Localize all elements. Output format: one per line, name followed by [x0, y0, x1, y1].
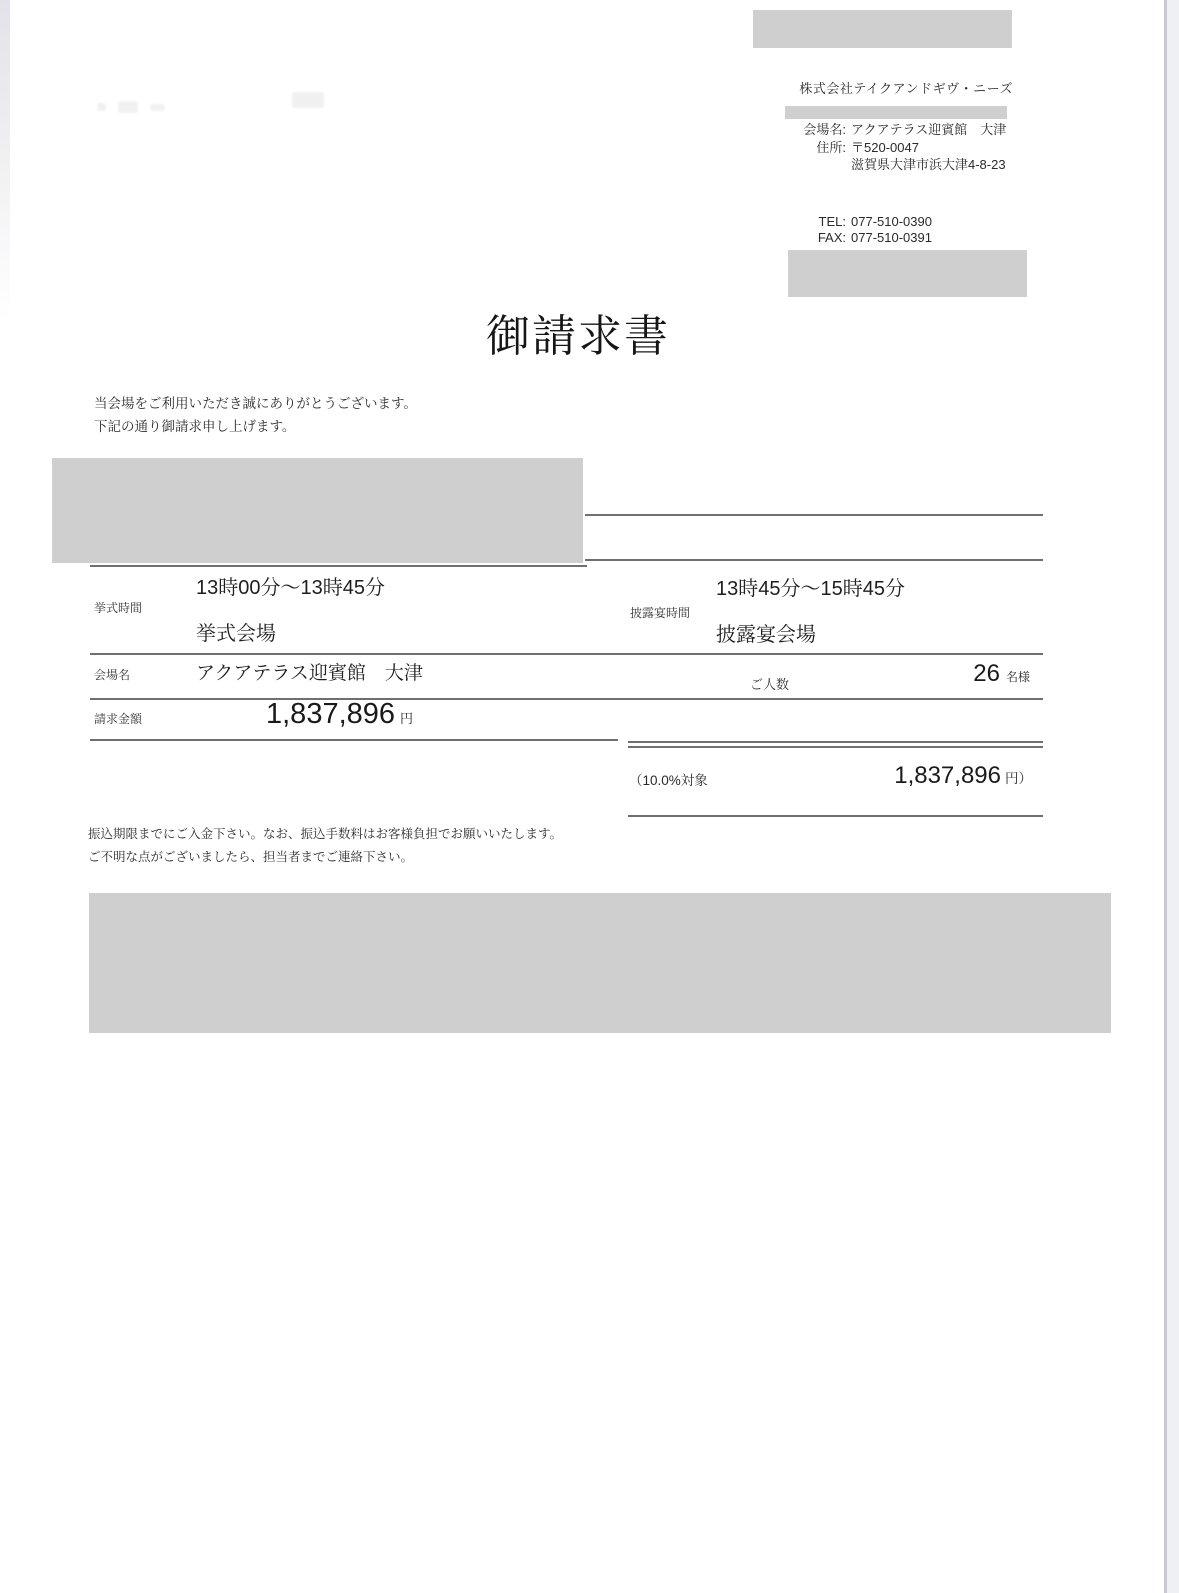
issuer-venue-label: 会場名:: [803, 122, 846, 137]
redaction-box-customer-info: [52, 458, 583, 563]
scan-smudge: [97, 103, 106, 111]
guest-count-label: ご人数: [750, 677, 790, 692]
tax-base-label: （10.0%対象: [629, 773, 708, 788]
tax-base-group: [800, 762, 1032, 790]
billed-amount-value: 1,837,896: [266, 698, 396, 730]
ceremony-time-value: 13時00分～13時45分: [196, 577, 385, 599]
table-rule: [90, 565, 587, 567]
redaction-box-issuer-extra: [788, 250, 1027, 297]
table-rule: [628, 746, 1043, 748]
table-rule: [90, 698, 1043, 700]
document-title: 御請求書: [486, 312, 670, 361]
scan-smudge: [292, 92, 324, 108]
issuer-phone-block: [763, 214, 1017, 246]
billed-amount-unit: 円: [400, 711, 414, 726]
issuer-fax-label: FAX:: [817, 230, 846, 245]
table-rule: [90, 739, 618, 741]
issuer-address: 滋賀県大津市浜大津4-8-23: [851, 157, 1006, 172]
table-rule: [90, 653, 1043, 655]
scan-smudge: [150, 104, 165, 111]
issuer-address-label: 住所:: [816, 139, 846, 155]
billed-amount-group: [266, 698, 413, 731]
venue-name-value: アクアテラス迎賓館 大津: [196, 663, 423, 684]
issuer-fax: 077-510-0391: [851, 230, 932, 245]
issuer-company-name: 株式会社テイクアンドギヴ・ニーズ: [799, 81, 1013, 96]
reception-venue-value: 披露宴会場: [716, 624, 816, 646]
redaction-box-top: [753, 10, 1012, 48]
redaction-box-contact-line: [785, 106, 1007, 119]
reception-time-label: 披露宴時間: [630, 606, 691, 620]
reception-time-value: 13時45分～15時45分: [716, 578, 905, 600]
ceremony-venue-value: 挙式会場: [196, 623, 276, 645]
payment-notes: [88, 823, 562, 868]
greeting-line-2: 下記の通り御請求申し上げます。: [94, 419, 296, 434]
guest-count-value: 26: [973, 660, 1000, 687]
issuer-venue-name: アクアテラス迎賓館 大津: [851, 122, 1007, 137]
issuer-tel-label: TEL:: [818, 214, 846, 229]
guest-count-group: [900, 660, 1030, 688]
issuer-postal-code: 〒520-0047: [851, 139, 919, 155]
venue-name-label: 会場名: [94, 668, 131, 682]
table-rule: [585, 559, 1043, 561]
greeting-text: [94, 392, 417, 438]
table-rule: [585, 514, 1043, 516]
table-rule: [628, 815, 1043, 817]
scan-smudge: [118, 101, 138, 113]
scan-edge-right: [1167, 0, 1179, 1593]
scan-edge-left: [0, 0, 10, 320]
billed-amount-label: 請求金額: [94, 712, 143, 726]
payment-note-line-2: ご不明な点がございましたら、担当者までご連絡下さい。: [88, 849, 414, 864]
payment-note-line-1: 振込期限までにご入金下さい。なお、振込手数料はお客様負担でお願いいたします。: [88, 827, 563, 841]
tax-base-amount: 1,837,896: [894, 762, 1001, 789]
ceremony-time-label: 挙式時間: [94, 601, 143, 615]
redaction-box-bank-info: [89, 893, 1111, 1033]
table-rule: [628, 741, 1043, 743]
tax-base-unit: 円）: [1005, 771, 1032, 786]
guest-count-unit: 名様: [1005, 670, 1030, 684]
greeting-line-1: 当会場をご利用いただき誠にありがとうございます。: [94, 396, 417, 411]
issuer-tel: 077-510-0390: [851, 214, 932, 229]
issuer-info-block: [763, 121, 1017, 174]
